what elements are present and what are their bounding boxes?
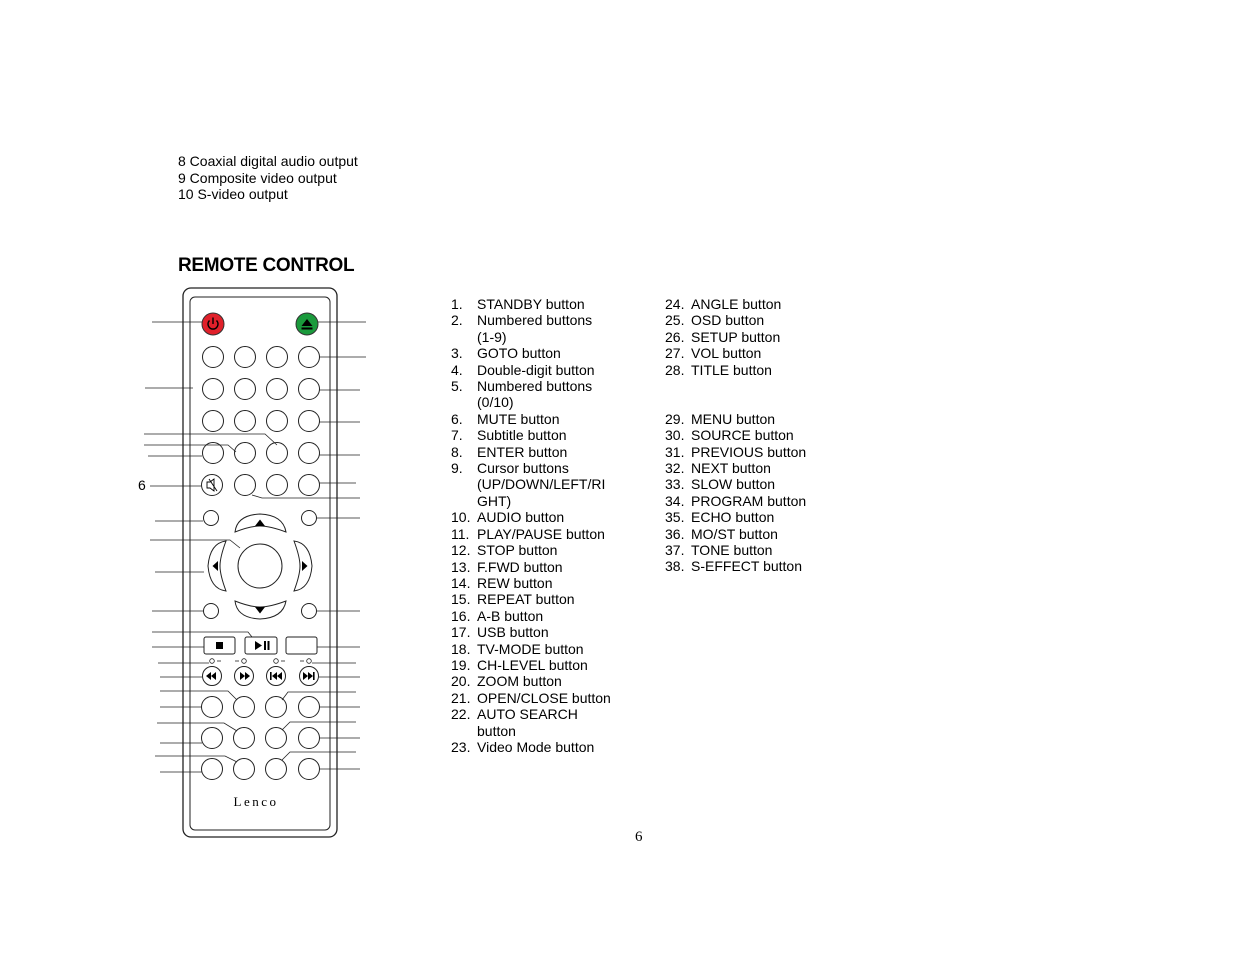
list-item: 17. USB button [451, 624, 549, 641]
list-item: 5. Numbered buttons [451, 378, 593, 395]
list-spacer [665, 394, 806, 410]
button-list-left [451, 296, 611, 755]
list-item: 11. PLAY/PAUSE button [451, 525, 605, 542]
list-item: 29. MENU button [665, 410, 776, 427]
list-item-continuation: (1-9) [477, 328, 507, 345]
stop-icon [204, 637, 235, 654]
play-pause-icon [245, 637, 277, 654]
list-item-continuation: (0/10) [477, 394, 514, 411]
list-item: 10. AUDIO button [451, 509, 565, 526]
callout-label: 6 [138, 477, 146, 493]
list-item: 7. Subtitle button [451, 427, 567, 444]
list-item: 9. Cursor buttons [451, 460, 569, 477]
list-item: 20. ZOOM button [451, 673, 562, 690]
list-item: 24. ANGLE button [665, 296, 782, 312]
list-item: 25. OSD button [665, 312, 765, 329]
list-item: 22. AUTO SEARCH [451, 706, 578, 723]
list-item: 12. STOP button [451, 542, 558, 559]
list-item: 2. Numbered buttons [451, 312, 593, 329]
list-item: 27. VOL button [665, 345, 762, 362]
list-item: 23. Video Mode button [451, 738, 595, 755]
list-item: 6. MUTE button [451, 410, 560, 427]
list-item: 32. NEXT button [665, 460, 771, 477]
list-item: 28. TITLE button [665, 361, 772, 378]
intro-line: 10 S-video output [178, 186, 288, 202]
list-item-continuation: (UP/DOWN/LEFT/RI [477, 476, 606, 493]
intro-line: 9 Composite video output [178, 169, 337, 186]
list-item: 13. F.FWD button [451, 558, 563, 575]
list-item: 3. GOTO button [451, 345, 561, 362]
list-item: 14. REW button [451, 574, 553, 591]
list-item: 31. PREVIOUS button [665, 443, 807, 460]
list-item: 35. ECHO button [665, 509, 775, 526]
list-item: 30. SOURCE button [665, 427, 794, 444]
list-item: 37. TONE button [665, 542, 773, 559]
list-spacer [665, 378, 806, 394]
list-item: 8. ENTER button [451, 443, 568, 460]
page-number: 6 [635, 829, 643, 845]
button-list-right [665, 296, 806, 575]
intro-line: 8 Coaxial digital audio output [178, 153, 358, 169]
list-item: 34. PROGRAM button [665, 492, 807, 509]
list-item: 26. SETUP button [665, 328, 781, 345]
list-item: 21. OPEN/CLOSE button [451, 689, 611, 706]
list-item-continuation: button [477, 722, 516, 739]
list-item: 33. SLOW button [665, 476, 776, 493]
section-heading: REMOTE CONTROL [178, 255, 355, 276]
eject-icon [296, 313, 318, 335]
power-icon [202, 313, 224, 335]
list-item: 19. CH-LEVEL button [451, 656, 588, 673]
list-item: 36. MO/ST button [665, 525, 778, 542]
mute-icon [202, 475, 223, 496]
list-item-continuation: GHT) [477, 492, 512, 509]
list-item: 16. A-B button [451, 607, 544, 624]
brand-logo: Lenco [233, 794, 279, 809]
list-item: 38. S-EFFECT button [665, 558, 803, 575]
list-item: 15. REPEAT button [451, 591, 575, 608]
list-item: 18. TV-MODE button [451, 640, 584, 657]
list-item: 4. Double-digit button [451, 361, 595, 378]
list-item: 1. STANDBY button [451, 296, 585, 312]
